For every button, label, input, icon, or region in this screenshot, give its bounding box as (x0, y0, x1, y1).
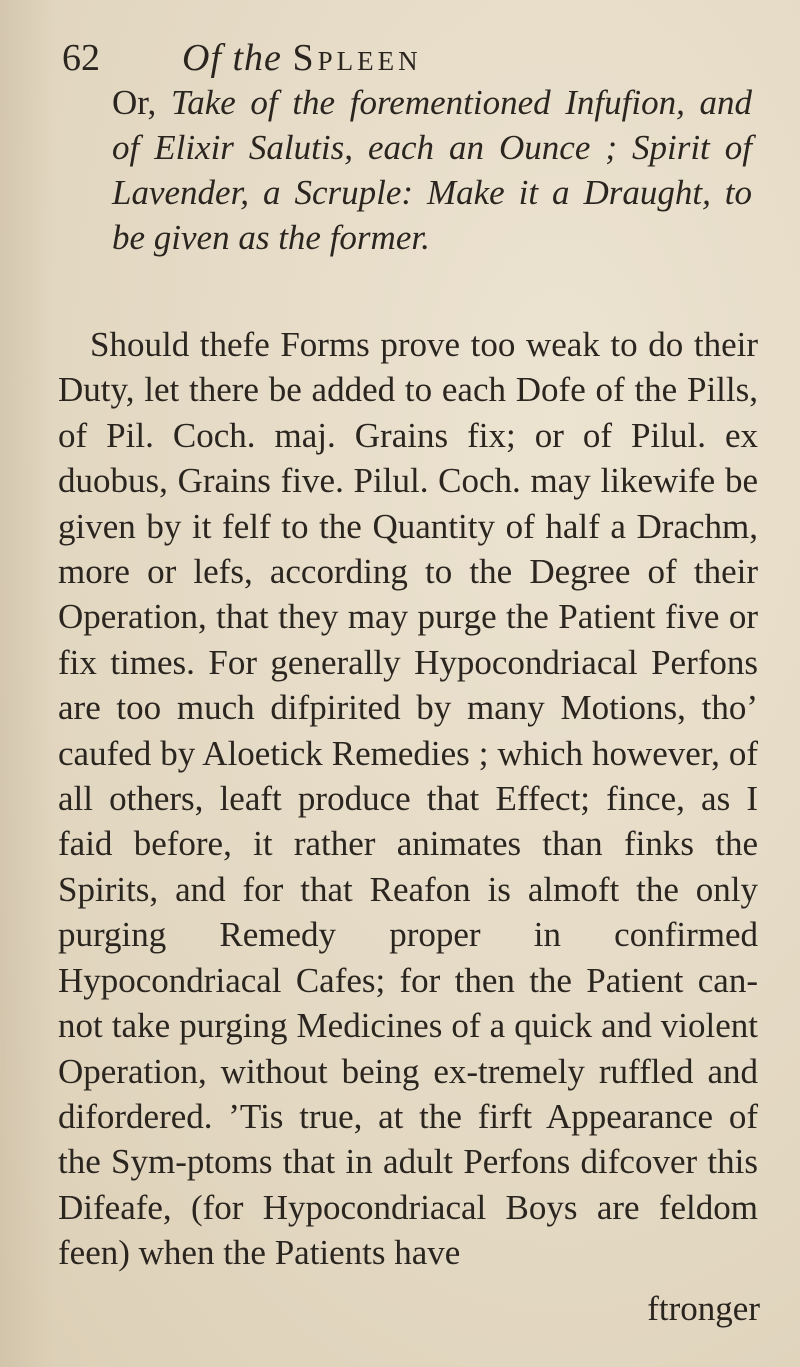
running-head-prefix: Of the (182, 37, 282, 79)
page-gutter-shading (0, 0, 55, 1367)
recipe-lead: Or, (112, 83, 157, 122)
recipe-block (112, 80, 752, 260)
body-paragraph (58, 322, 758, 1276)
running-head-title: Spleen (292, 37, 422, 79)
catchword: ftronger (647, 1289, 760, 1328)
page-number: 62 (62, 37, 100, 79)
recipe-text: Take of the forementioned Infufion, and of Elixir Salutis, each an Ounce ; Spirit of Lavender, a Scruple: Make it a Draught, to be given as the former. (112, 83, 753, 257)
body-paragraph-text: Should thefe Forms prove too weak to do their Duty, let there be added to each Dofe of the Pills, of Pil. Coch. maj. Grains fix; or of Pilul. ex duobus, Grains five. Pilul. Coch. may likewife be given by it felf to the Quantity of half a Drachm, more or lefs, according to the Degree of their Operation, that they may purge the Patient five or fix times. For generally Hypocondriacal Perfons are too much difpirited by many Motions, tho’ caufed by Aloetick Remedies ; which however, of all others, leaft produce that Effect; fince, as I faid before, it rather animates than finks the Spirits, and for that Reafon is almoft the only purging Remedy proper in confirmed Hypocondriacal Cafes; for then the Patient can-not take purging Medicines of a quick and violent Operation, without being ex-tremely ruffled and difordered. ’Tis true, at the firft Appearance of the Sym-ptoms that in adult Perfons difcover this Difeafe, (for Hypocondriacal Boys are feldom feen) when the Patients have (58, 325, 758, 1273)
running-head (182, 28, 422, 88)
running-header (62, 28, 752, 88)
recipe-paragraph (112, 80, 752, 260)
